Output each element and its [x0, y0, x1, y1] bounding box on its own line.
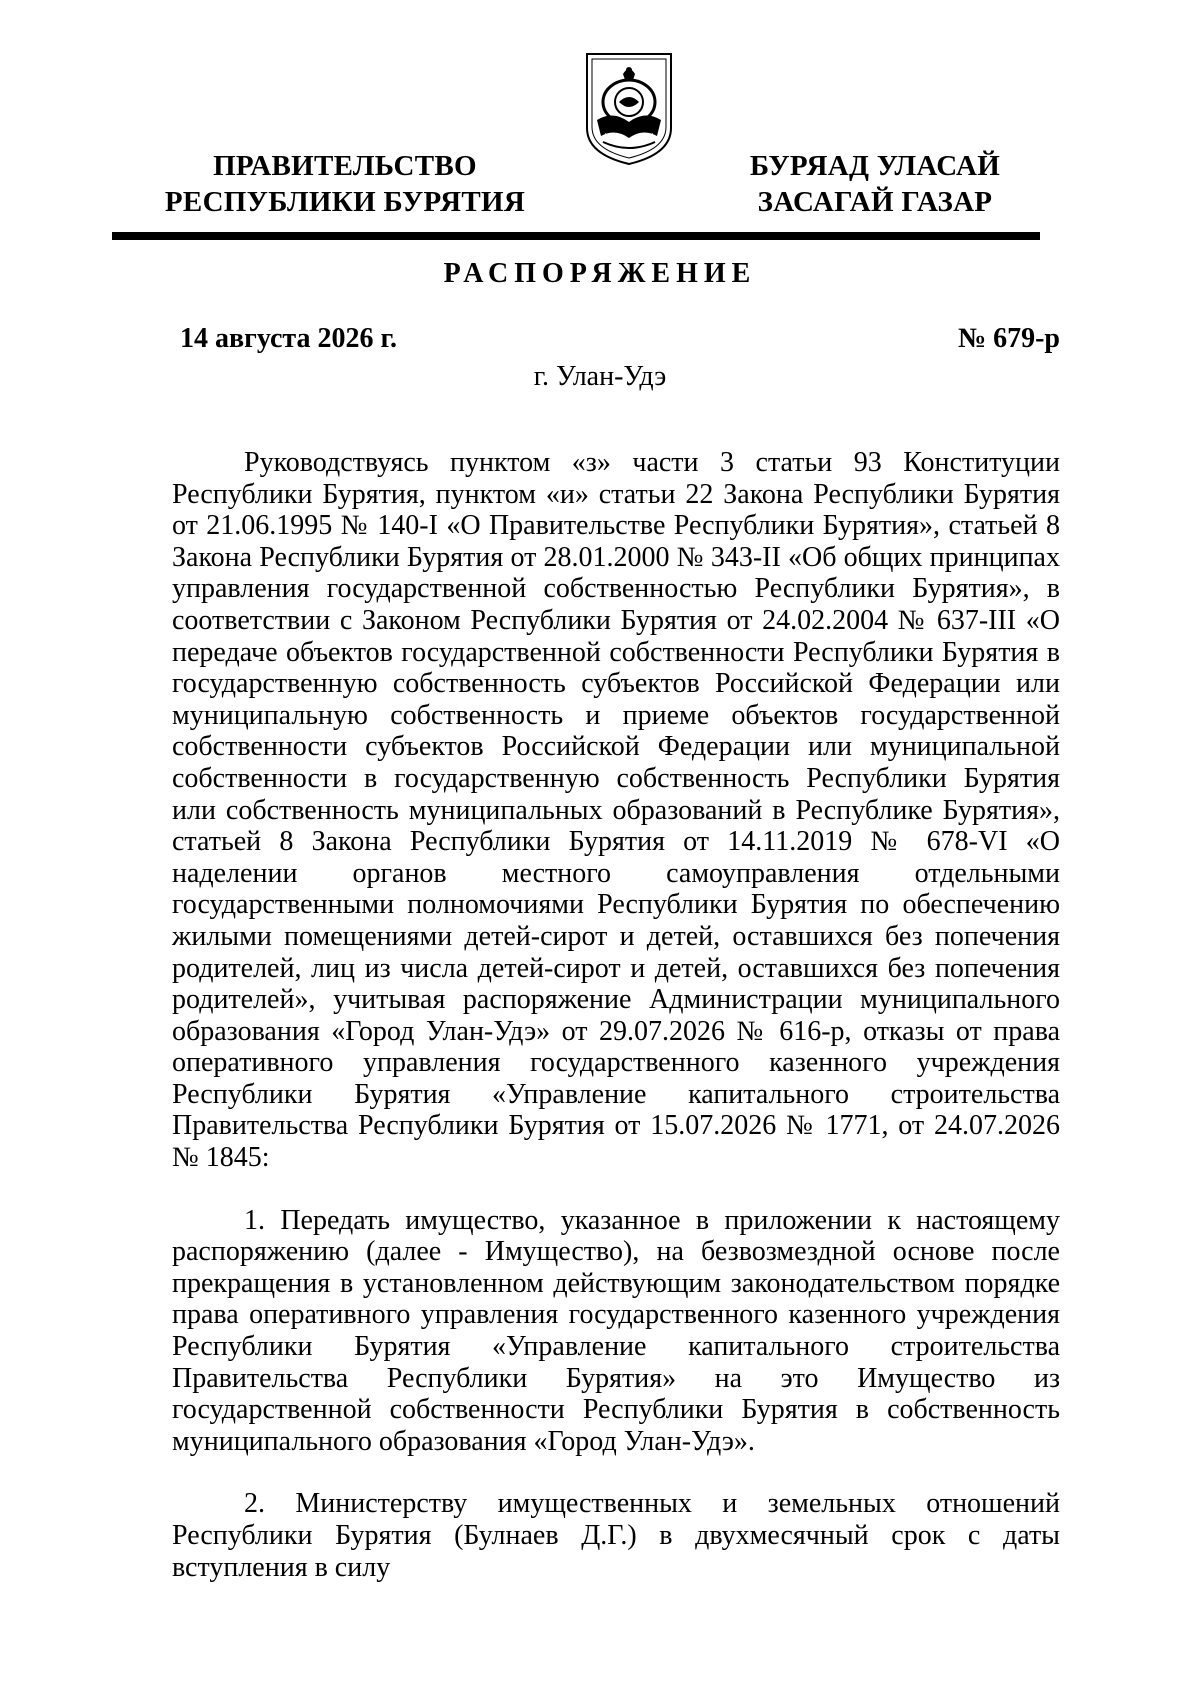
organization-line: ПРАВИТЕЛЬСТВО: [213, 150, 477, 182]
document-body: [172, 447, 1060, 1583]
paragraph-item-1: 1. Передать имущество, указанное в приложении к настоящему распоряжению (далее - Имущество), на безвозмездной основе после прекращения в установленном действующим законодательством порядке права оперативного управления государственного казенного учреждения Республики Бурятия «Управление капитального строительства Правительства Республики Бурятия» на это Имущество из государственной собственности Республики Бурятия в собственность муниципального образования «Город Улан-Удэ».: [172, 1204, 1060, 1457]
document-number: № 679-р: [957, 323, 1060, 354]
document-date: 14 августа 2026 г.: [180, 323, 398, 354]
organization-name-buryat: [715, 148, 1035, 220]
organization-line: БУРЯАД УЛАСАЙ: [749, 150, 1001, 182]
document-type: РАСПОРЯЖЕНИЕ: [443, 258, 757, 289]
organization-line: РЕСПУБЛИКИ БУРЯТИЯ: [164, 186, 526, 218]
paragraph-item-2: 2. Министерству имущественных и земельных отношений Республики Бурятия (Булнаев Д.Г.) в двухмесячный срок с даты вступления в силу: [172, 1488, 1060, 1583]
document-city: г. Улан-Удэ: [533, 361, 667, 392]
coat-of-arms-icon: [583, 50, 675, 168]
header-divider: [112, 232, 1040, 240]
organization-line: ЗАСАГАЙ ГАЗАР: [757, 186, 993, 218]
organization-name-russian: [155, 148, 535, 220]
paragraph-preamble: Руководствуясь пунктом «з» части 3 статьи 93 Конституции Республики Бурятия, пунктом «и» статьи 22 Закона Республики Бурятия от 21.06.1995 № 140-I «О Правительстве Республики Бурятия», статьей 8 Закона Республики Бурятия от 28.01.2000 № 343-II «Об общих принципах управления государственной собственностью Республики Бурятия», в соответствии с Законом Республики Бурятия от 24.02.2004 № 637-III «О передаче объектов государственной собственности Республики Бурятия в государственную собственность субъектов Российской Федерации или муниципальную собственность и приеме объектов государственной собственности субъектов Российской Федерации или муниципальной собственности в государственную собственность Республики Бурятия или собственность муниципальных образований в Республике Бурятия», статьей 8 Закона Республики Бурятия от 14.11.2019 № 678-VI «О наделении органов местного самоуправления отдельными государственными полномочиями Республики Бурятия по обеспечению жилыми помещениями детей-сирот и детей, оставшихся без попечения родителей, лиц из числа детей-сирот и детей, оставшихся без попечения родителей», учитывая распоряжение Администрации муниципального образования «Город Улан-Удэ» от 29.07.2026 № 616-р, отказы от права оперативного управления государственного казенного учреждения Республики Бурятия «Управление капитального строительства Правительства Республики Бурятия от 15.07.2026 № 1771, от 24.07.2026 № 1845:: [172, 447, 1060, 1174]
